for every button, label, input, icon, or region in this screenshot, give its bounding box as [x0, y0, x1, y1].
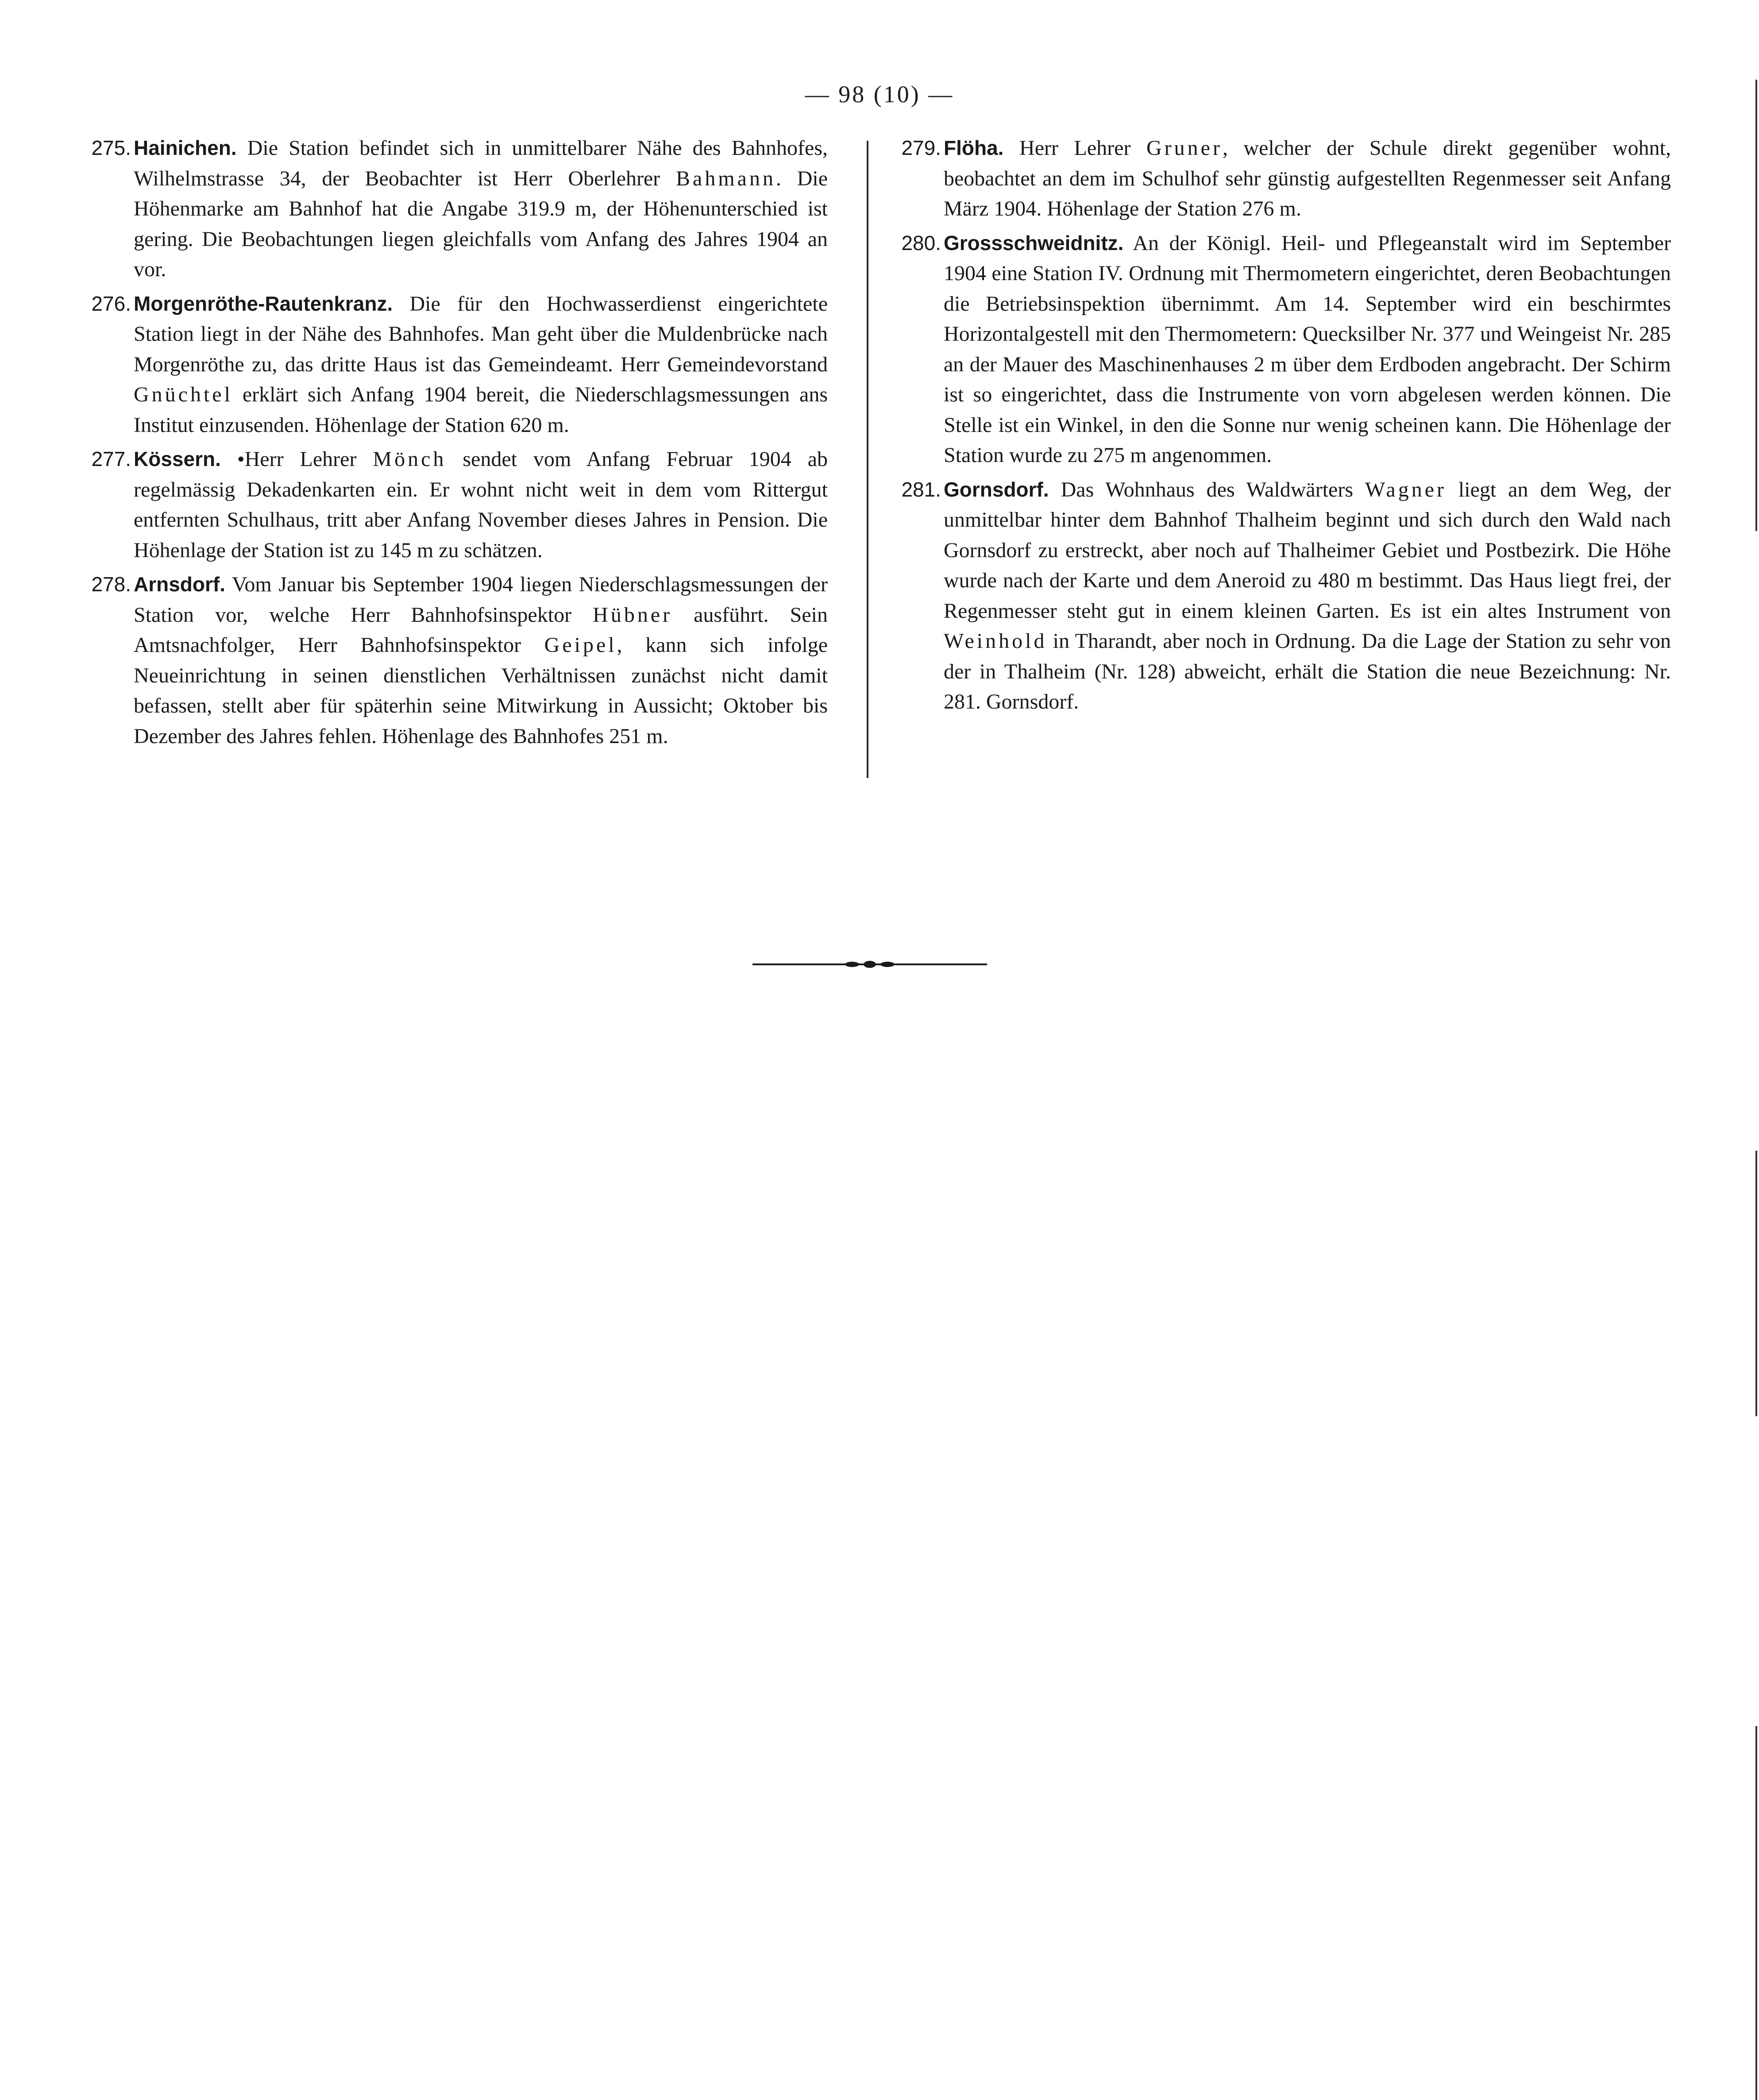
left-column: [75, 133, 828, 755]
entry-number: 275.: [91, 136, 131, 159]
entry-text: Das Wohnhaus des Waldwärters: [1061, 478, 1365, 501]
entry-text: ausführt. Sein Amtsnachfolger, Herr Bahnhofsinspektor: [134, 603, 828, 657]
station-name: Grossschweidnitz.: [944, 231, 1124, 254]
entry-text: , welcher der Schule direkt gegenüber wohnt, beobachtet an dem im Schulhof sehr günstig aufgestellten Regenmesser seit Anfang März 1904. Höhenlage der Station 276 m.: [944, 136, 1671, 220]
observer-name: Wagner: [1365, 478, 1447, 501]
observer-name: Gnüchtel: [134, 383, 233, 406]
entry-text: in Tharandt, aber noch in Ordnung. Da die Lage der Station zu sehr von der in Thalheim (Nr. 128) abweicht, erhält die Station die neue Bezeichnung: Nr. 281. Gornsdorf.: [944, 629, 1671, 713]
ornament-divider: [752, 958, 987, 971]
entry-text: , kann sich infolge Neueinrichtung in seinen dienstlichen Verhältnissen zunächst nicht damit befassen, stellt aber für späterhin seine Mitwirkung in Aussicht; Oktober bis Dezember des Jahres fehlen. Höhenlage des Bahnhofes 251 m.: [134, 633, 828, 748]
station-entry-281: [885, 474, 1671, 717]
station-name: Flöha.: [944, 136, 1004, 159]
entry-text: Die Station befindet sich in unmittelbarer Nähe des Bahnhofes, Wilhelmstrasse 34, der Beobachter ist Herr Oberlehrer: [134, 136, 828, 190]
station-entry-279: [885, 133, 1671, 224]
entry-number: 279.: [901, 136, 941, 159]
station-name: Kössern.: [134, 447, 221, 470]
observer-name: Hübner: [593, 603, 673, 627]
entry-number: 278.: [91, 573, 131, 596]
station-name: Morgenröthe-Rautenkranz.: [134, 292, 393, 315]
entry-text: Herr Lehrer: [1019, 136, 1146, 160]
entry-number: 276.: [91, 292, 131, 315]
observer-name: Bahmann: [676, 166, 776, 190]
entry-number: 277.: [91, 447, 131, 470]
entry-text: erklärt sich Anfang 1904 bereit, die Niederschlagsmessungen ans Institut einzusenden. Höhenlage der Station 620 m.: [134, 383, 828, 437]
station-entry-276: [75, 289, 828, 441]
station-entry-280: [885, 228, 1671, 471]
observer-name: Weinhold: [944, 629, 1047, 653]
observer-name: Mönch: [373, 447, 447, 471]
entry-text: Vom Januar bis September 1904 liegen Niederschlagsmessungen der Station vor, welche Herr Bahnhofsinspektor: [134, 573, 828, 627]
entry-text: liegt an dem Weg, der unmittelbar hinter dem Bahnhof Thalheim beginnt und sich durch den Wald nach Gornsdorf zu erstreckt, aber noch auf Thalheimer Gebiet und Postbezirk. Die Höhe wurde nach der Karte und dem Aneroid zu 480 m bestimmt. Das Haus liegt frei, der Regenmesser steht gut in einem kleinen Garten. Es ist ein altes Instrument von: [944, 478, 1671, 623]
station-name: Gornsdorf.: [944, 478, 1049, 501]
column-divider: [867, 141, 868, 778]
entry-text: sendet vom Anfang Februar 1904 ab regelmässig Dekadenkarten ein. Er wohnt nicht weit in dem vom Rittergut entfernten Schulhaus, tritt aber Anfang November dieses Jahres in Pension. Die Höhenlage der Station ist zu 145 m zu schätzen.: [134, 447, 828, 562]
station-name: Arnsdorf.: [134, 573, 225, 596]
observer-name: Geipel: [544, 633, 617, 657]
entry-text: An der Königl. Heil- und Pflegeanstalt wird im September 1904 eine Station IV. Ordnung mit Thermometern eingerichtet, deren Beobachtungen die Betriebsinspektion übernimmt. Am 14. September wird ein beschirmtes Horizontalgestell mit den Thermometern: Quecksilber Nr. 377 und Weingeist Nr. 285 an der Mauer des Maschinenhauses 2 m über dem Erdboden angebracht. Der Schirm ist so eingerichtet, dass die Instrumente von vorn abgelesen werden können. Die Stelle ist ein Winkel, in den die Sonne nur wenig scheinen kann. Die Höhenlage der Station wurde zu 275 m angenommen.: [944, 231, 1671, 467]
entry-text: Die für den Hochwasserdienst eingerichtete Station liegt in der Nähe des Bahnhofes. Man geht über die Muldenbrücke nach Morgenröthe zu, das dritte Haus ist das Gemeindeamt. Herr Gemeindevorstand: [134, 292, 828, 376]
entry-text: •Herr Lehrer: [237, 447, 373, 471]
right-column: [885, 133, 1671, 721]
scan-edge-line: [1752, 0, 1759, 2100]
station-entry-278: [75, 569, 828, 751]
page-number: — 98 (10) —: [805, 81, 954, 108]
station-entry-275: [75, 133, 828, 285]
station-entry-277: [75, 444, 828, 566]
entry-number: 280.: [901, 231, 941, 254]
observer-name: Gruner: [1146, 136, 1223, 160]
entry-text: . Die Höhenmarke am Bahnhof hat die Angabe 319.9 m, der Höhenunterschied ist gering. Die Beobachtungen liegen gleichfalls vom Anfang des Jahres 1904 an vor.: [134, 166, 828, 281]
entry-number: 281.: [901, 478, 941, 501]
station-name: Hainichen.: [134, 136, 237, 159]
